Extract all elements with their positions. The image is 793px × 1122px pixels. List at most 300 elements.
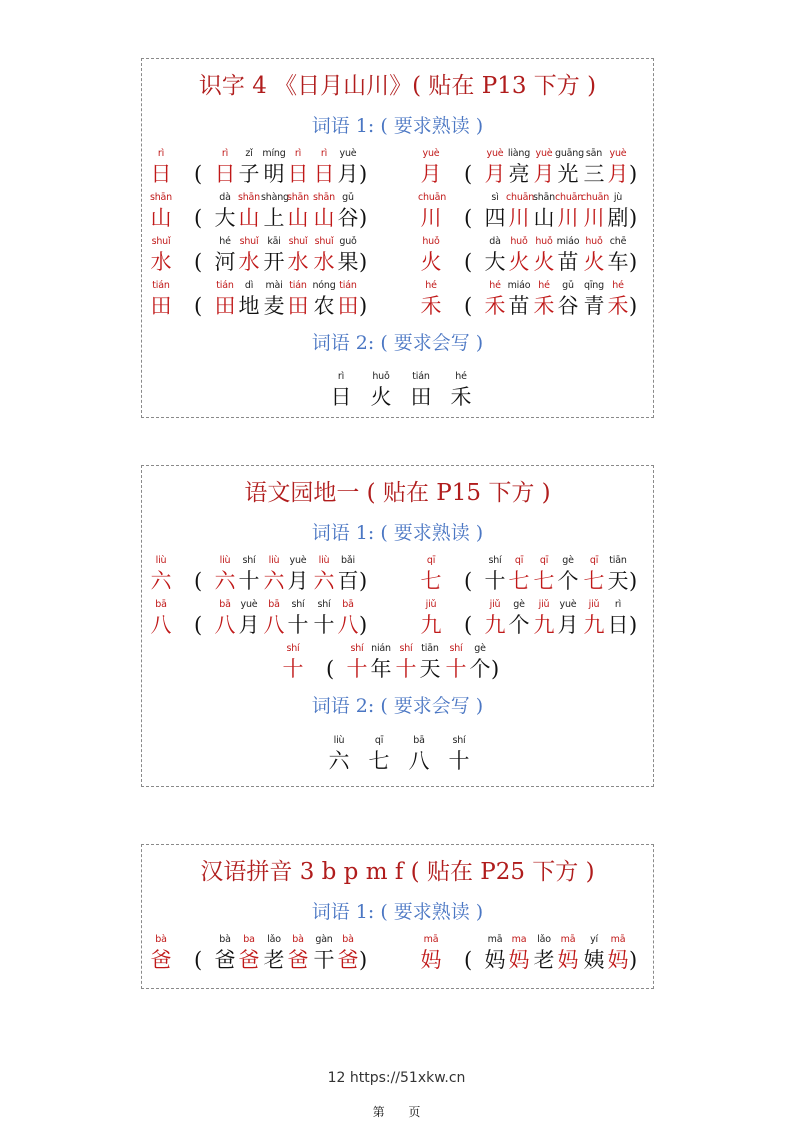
hanzi: 火	[583, 250, 605, 274]
hanzi: 爸	[150, 948, 172, 972]
hanzi: 山	[287, 206, 309, 230]
hanzi: 八	[214, 613, 236, 637]
pinyin: yuè	[289, 555, 307, 566]
pinyin: jiǔ	[489, 599, 501, 610]
hanzi: 四	[484, 206, 506, 230]
head-character	[418, 933, 444, 973]
pinyin: dà	[219, 192, 231, 203]
hanzi: 七	[508, 569, 530, 593]
page-label-right: 页	[408, 1105, 421, 1119]
close-paren: )	[629, 948, 638, 972]
open-paren: (	[464, 250, 473, 274]
pinyin: yuè	[559, 599, 577, 610]
word-character	[605, 554, 631, 594]
pinyin: hé	[489, 280, 501, 291]
word-group	[148, 191, 388, 231]
word-character	[344, 642, 370, 682]
word-character	[335, 933, 361, 973]
pinyin: bà	[342, 934, 354, 945]
hanzi: 爸	[287, 948, 309, 972]
pinyin: chuān	[506, 192, 535, 203]
word-character	[236, 279, 262, 319]
hanzi: 八	[263, 613, 285, 637]
pinyin: shān	[237, 192, 260, 203]
open-paren: (	[464, 948, 473, 972]
pinyin: hé	[425, 280, 437, 291]
pinyin: shí	[350, 643, 364, 654]
pinyin: gè	[513, 599, 525, 610]
hanzi: 妈	[420, 948, 442, 972]
word-character	[212, 147, 238, 187]
word-character	[605, 933, 631, 973]
word-character	[531, 147, 557, 187]
word-character	[581, 554, 607, 594]
pinyin: bā	[342, 599, 354, 610]
word-character	[482, 933, 508, 973]
hanzi: 九	[484, 613, 506, 637]
pinyin: bā	[219, 599, 231, 610]
pinyin: míng	[262, 148, 286, 159]
hanzi: 亮	[508, 162, 530, 186]
word-character	[581, 933, 607, 973]
pinyin: shí	[488, 555, 502, 566]
pinyin: sì	[491, 192, 499, 203]
hanzi: 田	[287, 294, 309, 318]
word-character	[236, 554, 262, 594]
word-character	[236, 147, 262, 187]
word-character	[531, 933, 557, 973]
pinyin: qī	[539, 555, 549, 566]
hanzi: 六	[214, 569, 236, 593]
pinyin: liù	[268, 555, 280, 566]
pinyin: yuè	[486, 148, 504, 159]
pinyin: kāi	[267, 236, 281, 247]
hanzi: 月	[557, 613, 579, 637]
open-paren: (	[326, 657, 335, 681]
pinyin: tián	[412, 371, 430, 382]
pinyin: gè	[562, 555, 574, 566]
close-paren: )	[629, 294, 638, 318]
pinyin: nián	[371, 643, 391, 654]
pinyin: jiǔ	[588, 599, 600, 610]
hanzi: 老	[263, 948, 285, 972]
pinyin: ba	[243, 934, 255, 945]
hanzi: 六	[328, 749, 350, 773]
pinyin: bā	[413, 735, 425, 746]
open-paren: (	[464, 206, 473, 230]
hanzi: 子	[238, 162, 260, 186]
hanzi: 天	[607, 569, 629, 593]
hanzi: 日	[214, 162, 236, 186]
word-character	[506, 235, 532, 275]
write-character	[406, 370, 436, 410]
word-group	[148, 147, 388, 187]
pinyin: sān	[585, 148, 603, 159]
word-character	[555, 598, 581, 638]
pinyin: shuǐ	[151, 236, 171, 247]
word-character	[506, 598, 532, 638]
hanzi: 爸	[337, 948, 359, 972]
word-character	[261, 147, 287, 187]
pinyin: shí	[242, 555, 256, 566]
pinyin: hé	[612, 280, 624, 291]
footer-url: 12 https://51xkw.cn	[327, 1070, 466, 1086]
word-character	[555, 147, 584, 187]
hanzi: 日	[607, 613, 629, 637]
hanzi: 七	[368, 749, 390, 773]
word-character	[236, 933, 262, 973]
hanzi: 大	[484, 250, 506, 274]
head-character	[418, 279, 444, 319]
pinyin: dì	[244, 280, 254, 291]
hanzi: 谷	[557, 294, 579, 318]
word-character	[506, 147, 532, 187]
hanzi: 麦	[263, 294, 285, 318]
pinyin: tiān	[421, 643, 439, 654]
word-group	[418, 191, 658, 231]
pinyin: rì	[614, 599, 622, 610]
hanzi: 九	[583, 613, 605, 637]
word-character	[212, 191, 238, 231]
word-group	[280, 642, 520, 682]
hanzi: 开	[263, 250, 285, 274]
hanzi: 水	[287, 250, 309, 274]
hanzi: 七	[583, 569, 605, 593]
hanzi: 田	[150, 294, 172, 318]
word-character	[482, 191, 508, 231]
head-character	[418, 147, 444, 187]
hanzi: 山	[150, 206, 172, 230]
hanzi: 六	[150, 569, 172, 593]
pinyin: chuān	[418, 192, 447, 203]
hanzi: 日	[287, 162, 309, 186]
hanzi: 六	[313, 569, 335, 593]
hanzi: 大	[214, 206, 236, 230]
hanzi: 火	[370, 385, 392, 409]
pinyin: rì	[221, 148, 229, 159]
hanzi: 谷	[337, 206, 359, 230]
close-paren: )	[629, 569, 638, 593]
hanzi: 天	[419, 657, 441, 681]
word-character	[506, 191, 535, 231]
pinyin: jù	[613, 192, 623, 203]
hanzi: 禾	[484, 294, 506, 318]
word-character	[212, 598, 238, 638]
word-character	[285, 235, 311, 275]
hanzi: 年	[370, 657, 392, 681]
hanzi: 百	[337, 569, 359, 593]
word-character	[393, 642, 419, 682]
hanzi: 妈	[607, 948, 629, 972]
write-character	[364, 734, 394, 774]
hanzi: 七	[533, 569, 555, 593]
hanzi: 十	[445, 657, 467, 681]
head-character	[418, 191, 447, 231]
hanzi: 个	[508, 613, 530, 637]
open-paren: (	[464, 162, 473, 186]
word-character	[581, 147, 607, 187]
word-character	[482, 279, 508, 319]
word-character	[506, 279, 532, 319]
pinyin: huǒ	[510, 236, 528, 247]
hanzi: 禾	[607, 294, 629, 318]
pinyin: miáo	[556, 236, 580, 247]
word-group	[418, 279, 658, 319]
word-character	[212, 554, 238, 594]
word-character	[311, 933, 337, 973]
hanzi: 妈	[508, 948, 530, 972]
hanzi: 妈	[484, 948, 506, 972]
pinyin: chē	[609, 236, 627, 247]
pinyin: shān	[312, 192, 335, 203]
word-character	[261, 554, 287, 594]
pinyin: lǎo	[537, 934, 551, 945]
pinyin: gàn	[315, 934, 333, 945]
word-character	[261, 279, 287, 319]
hanzi: 月	[287, 569, 309, 593]
hanzi: 爸	[214, 948, 236, 972]
word-character	[581, 235, 607, 275]
word-character	[261, 598, 287, 638]
hanzi: 河	[214, 250, 236, 274]
pinyin: shuǐ	[288, 236, 308, 247]
word-character	[555, 279, 581, 319]
hanzi: 月	[337, 162, 359, 186]
pinyin: jiǔ	[425, 599, 437, 610]
word-character	[285, 191, 311, 231]
pinyin: shān	[149, 192, 172, 203]
pinyin: gǔ	[342, 192, 354, 203]
hanzi: 月	[484, 162, 506, 186]
word-character	[285, 598, 311, 638]
hanzi: 川	[420, 206, 442, 230]
hanzi: 十	[395, 657, 417, 681]
word-character	[311, 279, 337, 319]
word-character	[335, 554, 361, 594]
hanzi: 爸	[238, 948, 260, 972]
read-section-label: 词语 1: ( 要求熟读 )	[311, 901, 484, 923]
pinyin: liàng	[507, 148, 531, 159]
pinyin: qīng	[584, 280, 604, 291]
word-group	[418, 147, 658, 187]
hanzi: 月	[533, 162, 555, 186]
pinyin: shí	[291, 599, 305, 610]
word-character	[311, 554, 337, 594]
word-group	[148, 554, 388, 594]
pinyin: rì	[157, 148, 165, 159]
pinyin: rì	[337, 371, 345, 382]
pinyin: liù	[318, 555, 330, 566]
hanzi: 十	[484, 569, 506, 593]
hanzi: 姨	[583, 948, 605, 972]
open-paren: (	[194, 206, 203, 230]
pinyin: chuān	[555, 192, 584, 203]
word-group	[418, 598, 658, 638]
hanzi: 光	[557, 162, 579, 186]
hanzi: 干	[313, 948, 335, 972]
head-character	[418, 598, 444, 638]
hanzi: 车	[607, 250, 629, 274]
hanzi: 水	[313, 250, 335, 274]
pinyin: bà	[292, 934, 304, 945]
close-paren: )	[629, 162, 638, 186]
pinyin: qī	[589, 555, 599, 566]
hanzi: 川	[508, 206, 530, 230]
hanzi: 田	[337, 294, 359, 318]
pinyin: yuè	[609, 148, 627, 159]
close-paren: )	[359, 569, 368, 593]
word-character	[482, 554, 508, 594]
word-character	[236, 191, 262, 231]
word-character	[506, 554, 532, 594]
word-character	[555, 235, 581, 275]
card-yuwen-yuandi-1	[141, 465, 654, 787]
head-character	[148, 235, 174, 275]
pinyin: gè	[474, 643, 486, 654]
head-character	[418, 554, 444, 594]
hanzi: 农	[313, 294, 335, 318]
word-character	[605, 598, 631, 638]
pinyin: huǒ	[535, 236, 553, 247]
page-label-left: 第	[372, 1105, 385, 1119]
hanzi: 禾	[450, 385, 472, 409]
hanzi: 火	[420, 250, 442, 274]
pinyin: lǎo	[267, 934, 281, 945]
page-label	[0, 1103, 793, 1120]
pinyin: miáo	[507, 280, 531, 291]
word-character	[531, 191, 557, 231]
pinyin: shuǐ	[239, 236, 259, 247]
word-character	[605, 191, 631, 231]
head-character	[148, 279, 174, 319]
hanzi: 苗	[508, 294, 530, 318]
pinyin: tián	[289, 280, 307, 291]
write-character	[366, 370, 396, 410]
close-paren: )	[359, 948, 368, 972]
hanzi: 上	[263, 206, 285, 230]
read-section-label: 词语 1: ( 要求熟读 )	[311, 115, 484, 137]
hanzi: 山	[533, 206, 555, 230]
pinyin: shí	[452, 735, 466, 746]
word-character	[261, 933, 287, 973]
word-character	[443, 642, 469, 682]
head-character	[280, 642, 306, 682]
hanzi: 九	[533, 613, 555, 637]
pinyin: huǒ	[422, 236, 440, 247]
pinyin: hé	[455, 371, 467, 382]
word-character	[555, 933, 581, 973]
hanzi: 火	[533, 250, 555, 274]
open-paren: (	[464, 613, 473, 637]
hanzi: 妈	[557, 948, 579, 972]
hanzi: 八	[150, 613, 172, 637]
hanzi: 水	[238, 250, 260, 274]
pinyin: tiān	[609, 555, 627, 566]
open-paren: (	[194, 250, 203, 274]
hanzi: 青	[583, 294, 605, 318]
card-title: 识字 4 《日月山川》( 贴在 P13 下方 )	[198, 73, 597, 99]
word-character	[531, 235, 557, 275]
close-paren: )	[629, 206, 638, 230]
pinyin: tián	[216, 280, 234, 291]
close-paren: )	[629, 250, 638, 274]
pinyin: rì	[294, 148, 302, 159]
word-character	[581, 279, 607, 319]
word-character	[581, 191, 610, 231]
open-paren: (	[194, 948, 203, 972]
word-character	[285, 554, 311, 594]
open-paren: (	[194, 613, 203, 637]
hanzi: 禾	[533, 294, 555, 318]
pinyin: nóng	[312, 280, 336, 291]
pinyin: mā	[487, 934, 503, 945]
pinyin: mā	[423, 934, 439, 945]
card-hanyu-pinyin-3	[141, 844, 654, 989]
word-character	[555, 191, 584, 231]
close-paren: )	[359, 613, 368, 637]
hanzi: 十	[346, 657, 368, 681]
pinyin: qī	[514, 555, 524, 566]
write-character	[324, 734, 354, 774]
pinyin: huǒ	[372, 371, 390, 382]
hanzi: 月	[607, 162, 629, 186]
word-character	[311, 598, 337, 638]
word-group	[418, 933, 658, 973]
hanzi: 明	[263, 162, 285, 186]
word-character	[605, 147, 631, 187]
write-character	[444, 734, 474, 774]
pinyin: yuè	[535, 148, 553, 159]
hanzi: 十	[282, 657, 304, 681]
word-character	[531, 279, 557, 319]
hanzi: 十	[238, 569, 260, 593]
word-character	[467, 642, 493, 682]
pinyin: ma	[511, 934, 527, 945]
word-character	[417, 642, 443, 682]
pinyin: yuè	[339, 148, 357, 159]
pinyin: mā	[560, 934, 576, 945]
word-character	[555, 554, 581, 594]
hanzi: 川	[583, 206, 605, 230]
pinyin: zǐ	[245, 148, 253, 159]
word-character	[212, 279, 238, 319]
head-character	[418, 235, 444, 275]
pinyin: liù	[219, 555, 231, 566]
word-character	[335, 191, 361, 231]
pinyin: shí	[317, 599, 331, 610]
write-section-label: 词语 2: ( 要求会写 )	[311, 332, 484, 354]
close-paren: )	[359, 250, 368, 274]
pinyin: liù	[155, 555, 167, 566]
pinyin: yí	[590, 934, 598, 945]
hanzi: 三	[583, 162, 605, 186]
word-character	[482, 235, 508, 275]
pinyin: shí	[449, 643, 463, 654]
pinyin: huǒ	[585, 236, 603, 247]
word-character	[236, 235, 262, 275]
hanzi: 水	[150, 250, 172, 274]
close-paren: )	[629, 613, 638, 637]
word-character	[335, 147, 361, 187]
pinyin: jiǔ	[538, 599, 550, 610]
word-character	[335, 598, 361, 638]
close-paren: )	[359, 162, 368, 186]
pinyin: shí	[286, 643, 300, 654]
head-character	[148, 191, 174, 231]
write-character	[326, 370, 356, 410]
pinyin: bā	[268, 599, 280, 610]
pinyin: bà	[219, 934, 231, 945]
